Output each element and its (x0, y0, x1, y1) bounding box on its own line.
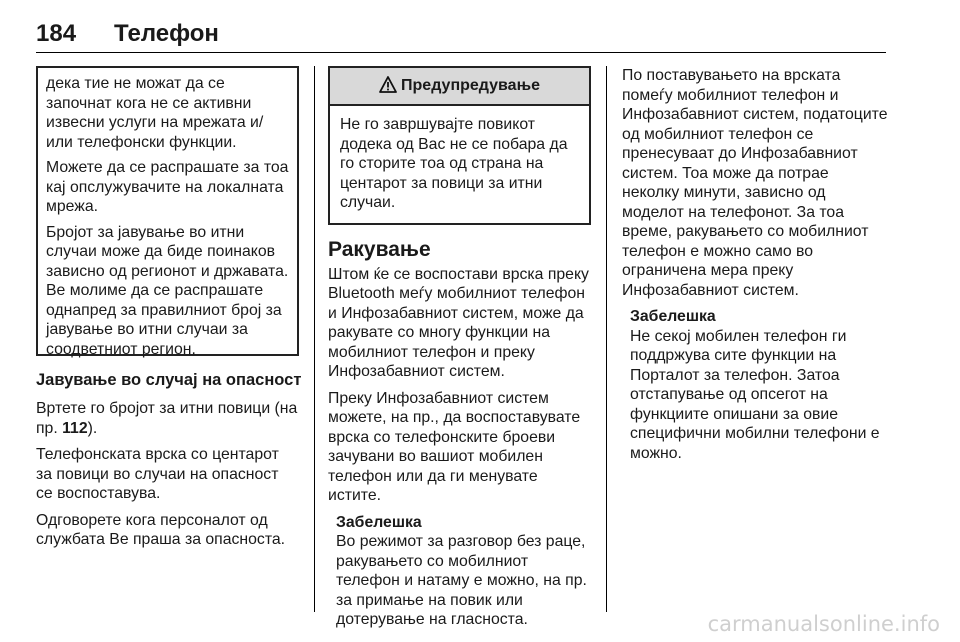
column-1 (36, 66, 302, 557)
warning-header (330, 68, 589, 106)
warning-text: Не го завршувајте повикот додека од Вас не се побара да го сторите тоа од страна на центарот за повици за итни случаи. (340, 116, 568, 211)
header-rule (36, 52, 886, 53)
paragraph: Штом ќе се воспостави врска преку Bluetooth меѓу мобилниот телефон и Инфозабавниот систем, може да ракувате со многу функции на мобилниот телефон и преку Инфозабавниот систем. (328, 265, 589, 380)
column-3 (622, 66, 888, 463)
section-heading-operation: Ракување (328, 237, 431, 261)
paragraph (36, 399, 299, 438)
page-header (36, 20, 886, 54)
info-box (36, 66, 299, 356)
warning-title: Предупредување (401, 77, 540, 94)
note-title: Забелешка (336, 513, 422, 531)
page-number: 184 (36, 20, 77, 47)
paragraph: По поставувањето на врската помеѓу мобилниот телефон и Инфозабавниот систем, податоците од мобилниот телефон се пренесуваат до Инфозабавниот систем. Тоа може да потрае неколку минути, зависно од моделот на телефонот. За тоа време, ракувањето со мобилниот телефон е можно само во ограничена мера преку Инфозабавниот систем. (622, 67, 888, 299)
section-heading-emergency: Јавување во случај на опасност (36, 371, 302, 389)
paragraph: Одговорете кога персоналот од службата Ве праша за опасноста. (36, 511, 286, 548)
paragraph: Телефонската врска со центарот за повици во случаи на опасност се воспоставува. (36, 446, 279, 502)
note-text: Во режимот за разговор без раце, ракувањето со мобилниот телефон и натаму е можно, на пр. за примање на повик или дотерување на гласноста. (336, 533, 587, 628)
note (336, 513, 591, 630)
column-divider (314, 66, 315, 612)
page-title: Телефон (114, 20, 219, 47)
emergency-number: 112 (62, 419, 88, 437)
warning-triangle-icon (379, 71, 397, 107)
box-paragraph: Бројот за јавување во итни случаи може да биде поинаков зависно од регионот и државата. Ве молиме да се распрашате однапред за правилниот број за јавување во итни случаи за соодветниот регион. (46, 223, 289, 358)
box-paragraph: Можете да се распрашате за тоа кај опслужувачите на локалната мрежа. (46, 159, 289, 215)
note-title: Забелешка (630, 308, 716, 325)
warning-box (328, 66, 591, 225)
column-2 (328, 66, 591, 630)
paragraph-text: ). (87, 419, 98, 437)
paragraph-text: Вртете го бројот за итни повици (на пр. (36, 400, 298, 437)
column-divider (606, 66, 607, 612)
paragraph: Преку Инфозабавниот систем можете, на пр., да воспоставувате врска со телефонските броеви зачувани во вашиот мобилен телефон или да ги менувате истите. (328, 389, 581, 504)
note-text: Не секој мобилен телефон ги поддржува сите функции на Порталот за телефон. Затоа отстапување од опсегот на функциите опишани за овие специфични мобилни телефони е можно. (630, 327, 880, 462)
box-paragraph: дека тие не можат да се започнат кога не се активни извесни услуги на мрежата и/ или телефонски функции. (46, 75, 264, 151)
watermark: carmanualsonline.info (707, 612, 940, 636)
note (630, 307, 888, 463)
